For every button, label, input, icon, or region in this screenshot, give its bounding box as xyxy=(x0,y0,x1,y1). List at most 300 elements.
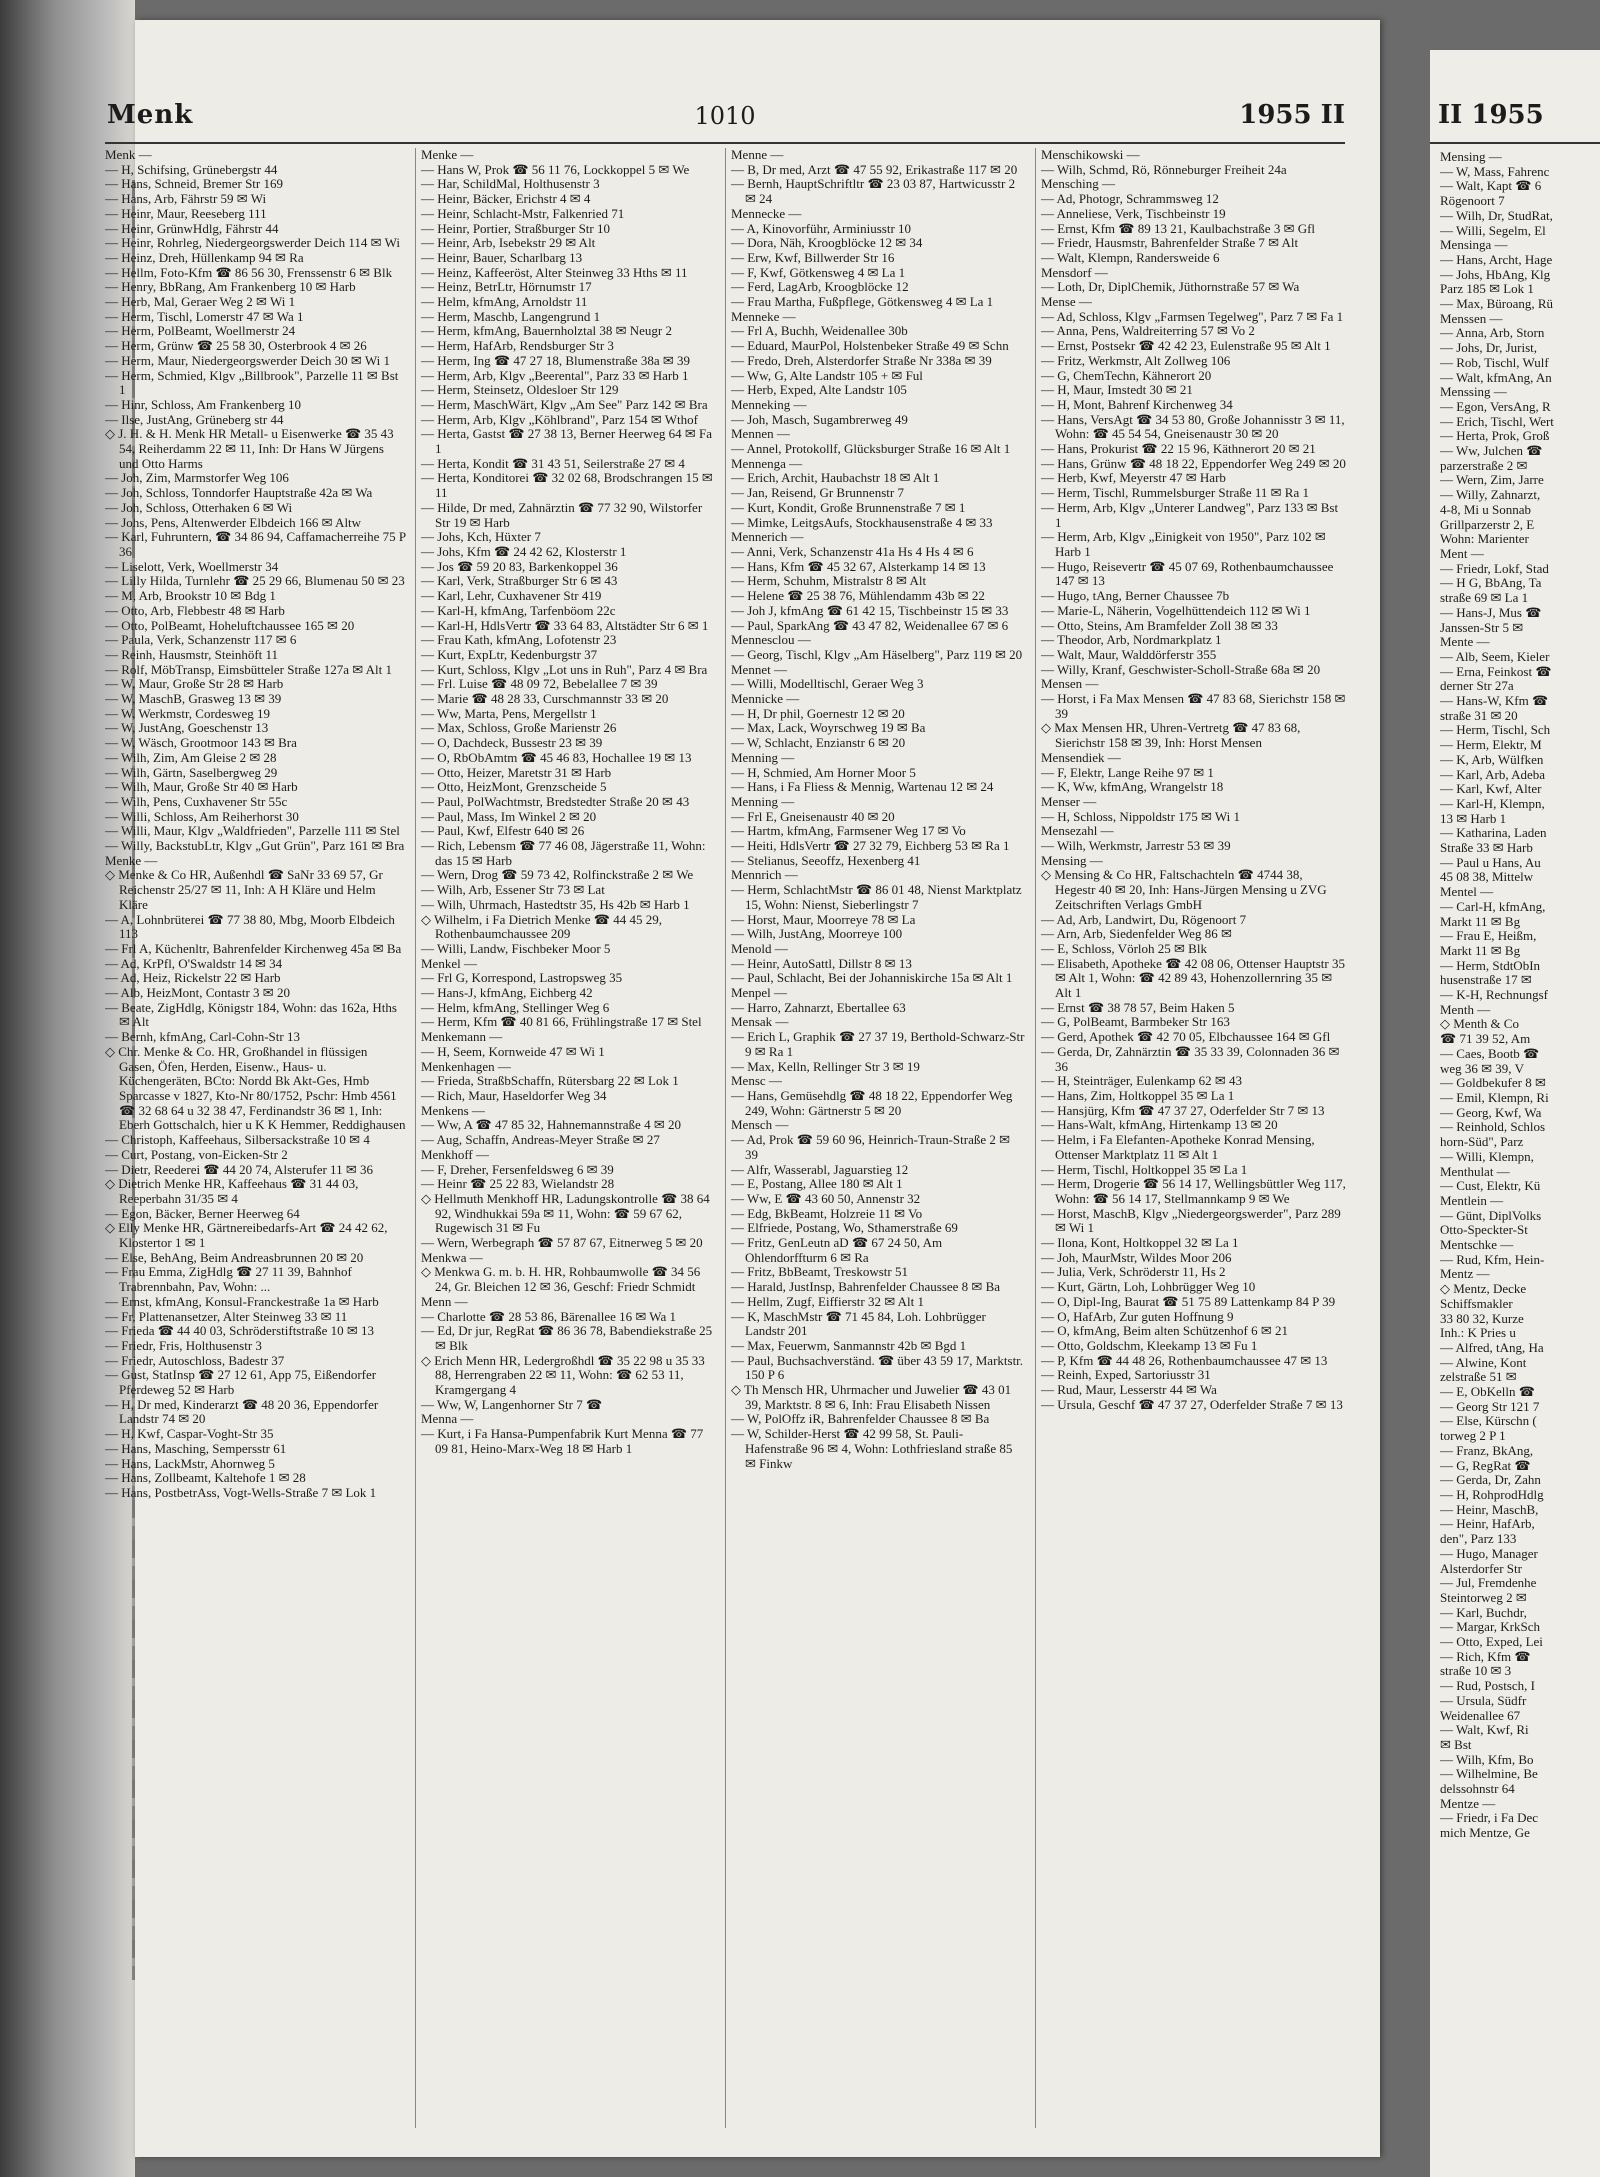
directory-entry: — Hugo, tAng, Berner Chaussee 7b xyxy=(1041,588,1230,604)
directory-entry: ◇ Erich Menn HR, Ledergroßhdl ☎ 35 22 98 u 35 33 88, Herrengraben 22 ✉ 11, Wohn: ☎ 62 53 11, Kramgergang 4 xyxy=(421,1352,705,1398)
directory-entry: — Herm, HafArb, Rendsburger Str 3 xyxy=(421,338,614,354)
directory-entry: — Bernh, kfmAng, Carl-Cohn-Str 13 xyxy=(105,1029,300,1045)
directory-entry: — Max, Lack, Woyrschweg 19 ✉ Ba xyxy=(731,720,926,736)
directory-entry: — Paul, Schlacht, Bei der Johanniskirche 15a ✉ Alt 1 xyxy=(731,970,1013,986)
next-page-line: — Hugo, Manager xyxy=(1440,1545,1538,1561)
directory-entry: — Fr, Plattenansetzer, Alter Steinweg 33 ✉ 11 xyxy=(105,1308,348,1324)
next-page-line: — Goldbekufer 8 ✉ xyxy=(1440,1075,1546,1091)
directory-entry: — Joh J, kfmAng ☎ 61 42 15, Tischbeinstr 15 ✉ 33 xyxy=(731,602,1009,618)
directory-entry: — Wilh, Gärtn, Saselbergweg 29 xyxy=(105,764,278,780)
next-page-line: — Willi, Klempn, xyxy=(1440,1148,1534,1164)
next-page-line: — Wilhelmine, Be xyxy=(1440,1766,1538,1782)
directory-entry: — Marie-L, Näherin, Vogelhüttendeich 112 ✉ Wi 1 xyxy=(1041,602,1311,618)
directory-entry: — Ernst, Kfm ☎ 89 13 21, Kaulbachstraße 3 ✉ Gfl xyxy=(1041,220,1316,236)
next-page-line: — H G, BbAng, Ta xyxy=(1440,575,1542,591)
directory-entry: — Wilh, JustAng, Moorreye 100 xyxy=(731,926,903,942)
next-page-line: straße 10 ✉ 3 xyxy=(1440,1663,1512,1679)
directory-entry: — Herm, Tischl, Lomerstr 47 ✉ Wa 1 xyxy=(105,308,304,324)
directory-entry: — Ad, Prok ☎ 59 60 96, Heinrich-Traun-Straße 2 ✉ 39 xyxy=(731,1132,1010,1162)
directory-entry: — W, MaschB, Grasweg 13 ✉ 39 xyxy=(105,691,282,707)
directory-entry: Menser — xyxy=(1041,793,1097,809)
directory-entry: — Otto, Arb, Flebbestr 48 ✉ Harb xyxy=(105,602,285,618)
next-page-line: — Caes, Bootb ☎ xyxy=(1440,1045,1540,1061)
next-page-line: Janssen-Str 5 ✉ xyxy=(1440,619,1524,635)
directory-entry: — H, Schmied, Am Horner Moor 5 xyxy=(731,764,916,780)
directory-entry: — Reinh, Exped, Sartoriusstr 31 xyxy=(1041,1367,1211,1383)
directory-entry: — Herm, Arb, Klgv „Unterer Landweg", Parz 133 ✉ Bst 1 xyxy=(1041,499,1339,530)
directory-entry: — Hans, Zollbeamt, Kaltehofe 1 ✉ 28 xyxy=(105,1470,306,1486)
next-page-line: Alsterdorfer Str xyxy=(1440,1560,1522,1576)
directory-entry: — H, Maur, Imstedt 30 ✉ 21 xyxy=(1041,382,1193,398)
directory-entry: — Hansjürg, Kfm ☎ 47 37 27, Oderfelder Str 7 ✉ 13 xyxy=(1041,1102,1325,1118)
directory-entry: — M, Arb, Brookstr 10 ✉ Bdg 1 xyxy=(105,588,276,604)
directory-entry: — H, Dr med, Kinderarzt ☎ 48 20 36, Eppendorfer Landstr 74 ✉ 20 xyxy=(105,1396,379,1427)
directory-entry: — Mimke, LeitgsAufs, Stockhausenstraße 4 ✉ 33 xyxy=(731,514,993,530)
directory-entry: — Alb, HeizMont, Contastr 3 ✉ 20 xyxy=(105,985,290,1001)
directory-entry: — Gerd, Apothek ☎ 42 70 05, Elbchaussee 164 ✉ Gfl xyxy=(1041,1029,1331,1045)
directory-entry: — Kurt, i Fa Hansa-Pumpenfabrik Kurt Menna ☎ 77 09 81, Heino-Marx-Weg 18 ✉ Harb 1 xyxy=(421,1426,704,1456)
directory-entry: — Ww, W, Langenhorner Str 7 ☎ xyxy=(421,1396,603,1412)
next-page-line: — Hans-W, Kfm ☎ xyxy=(1440,693,1549,709)
directory-entry: — Karl-H, HdlsVertr ☎ 33 64 83, Altstädter Str 6 ✉ 1 xyxy=(421,617,709,633)
next-page-line: — Jul, Fremdenhe xyxy=(1440,1575,1537,1591)
directory-entry: — Rich, Maur, Haseldorfer Weg 34 xyxy=(421,1088,607,1103)
directory-entry: — Herm, Maschb, Langengrund 1 xyxy=(421,308,601,324)
directory-entry: — Hans W, Prok ☎ 56 11 76, Lockkoppel 5 ✉ We xyxy=(421,161,690,177)
directory-entry: — Ilona, Kont, Holtkoppel 32 ✉ La 1 xyxy=(1041,1235,1239,1251)
directory-entry: — Loth, Dr, DiplChemik, Jüthornstraße 57 ✉ Wa xyxy=(1041,279,1300,295)
directory-entry: — H, Mont, Bahrenf Kirchenweg 34 xyxy=(1041,396,1233,412)
next-page-line: — H, RohprodHdlg xyxy=(1440,1486,1544,1502)
next-page-line: — Johs, HbAng, Klg xyxy=(1440,266,1551,282)
directory-entry: — Hans, Grünw ☎ 48 18 22, Eppendorfer Weg 249 ✉ 20 xyxy=(1041,455,1346,471)
next-page-line: — Erich, Tischl, Wert xyxy=(1440,413,1554,429)
next-page-line: — Hans-J, Mus ☎ xyxy=(1440,604,1542,620)
directory-entry: — Bernh, HauptSchriftltr ☎ 23 03 87, Hartwicusstr 2 ✉ 24 xyxy=(731,176,1016,207)
directory-entry: — Heinz, Dreh, Hüllenkamp 94 ✉ Ra xyxy=(105,249,304,265)
directory-entry: — Herm, Arb, Klgv „Beerental", Parz 33 ✉ Harb 1 xyxy=(421,367,689,383)
directory-entry: — Herm, Schmied, Klgv „Billbrook", Parzelle 11 ✉ Bst 1 xyxy=(105,367,399,398)
directory-entry: — Johs, Kch, Hüxter 7 xyxy=(421,529,541,545)
directory-entry: — K, MaschMstr ☎ 71 45 84, Loh. Lohbrügger Landstr 201 xyxy=(731,1308,986,1339)
directory-entry: — Herm, Arb, Klgv „Köhlbrand", Parz 154 ✉ Wthof xyxy=(421,411,698,427)
next-page-line: weg 36 ✉ 39, V xyxy=(1440,1060,1524,1076)
directory-entry: — Hans, Prokurist ☎ 22 15 96, Käthnerort 20 ✉ 21 xyxy=(1041,441,1316,457)
directory-entry: — Ad, Schloss, Klgv „Farmsen Tegelweg", Parz 7 ✉ Fa 1 xyxy=(1041,308,1344,324)
directory-entry: — W, Maur, Große Str 28 ✉ Harb xyxy=(105,676,284,692)
directory-entry: — Wilh, Schmd, Rö, Rönneburger Freiheit 24a xyxy=(1041,161,1287,177)
directory-entry: — O, kfmAng, Beim alten Schützenhof 6 ✉ 21 xyxy=(1041,1323,1289,1339)
directory-entry: — Heinz, BetrLtr, Hörnumstr 17 xyxy=(421,279,592,295)
next-page-line: — Karl, Arb, Adeba xyxy=(1440,766,1546,782)
directory-entry: Menning — xyxy=(731,793,795,809)
directory-entry: Mensendiek — xyxy=(1041,749,1121,765)
directory-entry: Menke — xyxy=(105,852,158,868)
next-page-line: — Rob, Tischl, Wulf xyxy=(1440,354,1549,370)
next-page-line: — Heinr, MaschB, xyxy=(1440,1501,1539,1517)
next-page-line: 45 08 38, Mittelw xyxy=(1440,869,1534,885)
directory-entry: — F, Dreher, Fersenfeldsweg 6 ✉ 39 xyxy=(421,1161,614,1177)
directory-entry: — Karl, Fuhruntern, ☎ 34 86 94, Caffamacherreihe 75 P 36 xyxy=(105,529,406,559)
next-page-line: Markt 11 ✉ Bg xyxy=(1440,913,1521,929)
directory-entry: — Har, SchildMal, Holthusenstr 3 xyxy=(421,176,600,192)
directory-entry: ◇ Hellmuth Menkhoff HR, Ladungskontrolle ☎ 38 64 92, Windhukkai 59a ✉ 11, Wohn: ☎ 59 67 62, Rugewisch 31 ✉ Fu xyxy=(421,1190,710,1236)
directory-entry: Menna — xyxy=(421,1411,474,1427)
directory-entry: Menneking — xyxy=(731,396,807,412)
directory-entry: — Ernst, kfmAng, Konsul-Franckestraße 1a ✉ Harb xyxy=(105,1293,379,1309)
directory-entry: — W, Wäsch, Grootmoor 143 ✉ Bra xyxy=(105,735,297,751)
directory-entry: — Anna, Pens, Waldreiterring 57 ✉ Vo 2 xyxy=(1041,323,1255,339)
directory-entry: — Fredo, Dreh, Alsterdorfer Straße Nr 338a ✉ 39 xyxy=(731,352,992,368)
directory-entry: — Friedr, Fris, Holthusenstr 3 xyxy=(105,1337,262,1353)
directory-entry: — Herm, PolBeamt, Woellmerstr 24 xyxy=(105,323,296,339)
next-page-line: — Karl, Buchdr, xyxy=(1440,1604,1527,1620)
directory-entry: Menkwa — xyxy=(421,1249,483,1265)
directory-entry: — Fritz, Werkmstr, Alt Zollweg 106 xyxy=(1041,352,1231,368)
directory-entry: — W, JustAng, Goeschenstr 13 xyxy=(105,720,269,736)
next-page-line: Weidenallee 67 xyxy=(1440,1707,1521,1723)
directory-entry: — Herm, Grünw ☎ 25 58 30, Osterbrook 4 ✉ 26 xyxy=(105,338,367,354)
page-number: 1010 xyxy=(694,102,756,130)
directory-entry: ◇ Wilhelm, i Fa Dietrich Menke ☎ 44 45 29, Rothenbaumchaussee 209 xyxy=(421,911,662,942)
directory-entry: — Herm, SchlachtMstr ☎ 86 01 48, Nienst Marktplatz 15, Wohn: Nienst, Sieberlingstr 7 xyxy=(731,882,1022,912)
next-page-line: — Walt, Kwf, Ri xyxy=(1440,1722,1529,1738)
directory-entry: — Hinr, Schloss, Am Frankenberg 10 xyxy=(105,396,302,412)
directory-entry: Menke — xyxy=(421,148,474,162)
directory-entry: — Georg, Tischl, Klgv „Am Häselberg", Parz 119 ✉ 20 xyxy=(731,646,1023,662)
directory-entry: — Friedr, Autoschloss, Badestr 37 xyxy=(105,1352,285,1368)
next-page-line: — W, Mass, Fahrenc xyxy=(1440,163,1550,179)
directory-entry: Mensdorf — xyxy=(1041,264,1108,280)
directory-entry: — Frau Emma, ZigHdlg ☎ 27 11 39, Bahnhof Trabrennbahn, Pav, Wohn: ... xyxy=(105,1264,352,1295)
directory-entry: — Jan, Reisend, Gr Brunnenstr 7 xyxy=(731,485,904,501)
next-page-line: — Wilh, Dr, StudRat, xyxy=(1440,207,1553,223)
directory-entry: — Hans-Walt, kfmAng, Hirtenkamp 13 ✉ 20 xyxy=(1041,1117,1278,1133)
next-page-line: — Herm, Elektr, M xyxy=(1440,737,1542,753)
directory-entry: Mensezahl — xyxy=(1041,823,1114,839)
directory-entry: Menn — xyxy=(421,1293,468,1309)
directory-entry: — F, Kwf, Götkensweg 4 ✉ La 1 xyxy=(731,264,906,280)
directory-entry: — Hans, LackMstr, Ahornweg 5 xyxy=(105,1455,275,1471)
next-page-line: torweg 2 P 1 xyxy=(1440,1428,1506,1444)
directory-entry: — W, Schlacht, Enzianstr 6 ✉ 20 xyxy=(731,735,906,751)
next-page-line: Straße 33 ✉ Harb xyxy=(1440,840,1533,856)
next-page-line: 33 80 32, Kurze xyxy=(1440,1310,1524,1326)
directory-entry: — Otto, PolBeamt, Hoheluftchaussee 165 ✉ 20 xyxy=(105,617,355,633)
directory-entry: — Joh, Schloss, Otterhaken 6 ✉ Wi xyxy=(105,499,293,515)
next-page-line: — Johs, Dr, Jurist, xyxy=(1440,340,1537,356)
directory-entry: — Max, Schloss, Große Marienstr 26 xyxy=(421,720,617,736)
directory-entry: — Rich, Lebensm ☎ 77 46 08, Jägerstraße 11, Wohn: das 15 ✉ Harb xyxy=(421,838,706,868)
next-page-line: Grillparzerstr 2, E xyxy=(1440,516,1535,532)
directory-entry: — Paul, PolWachtmstr, Bredstedter Straße 20 ✉ 43 xyxy=(421,793,690,809)
next-page-line: straße 69 ✉ La 1 xyxy=(1440,590,1529,606)
directory-entry: — Max, Kelln, Rellinger Str 3 ✉ 19 xyxy=(731,1058,920,1074)
directory-entry: — Herm, Tischl, Rummelsburger Straße 11 ✉ Ra 1 xyxy=(1041,485,1309,501)
directory-entry: — Paul, Mass, Im Winkel 2 ✉ 20 xyxy=(421,808,597,824)
next-page-line: — Margar, KrkSch xyxy=(1440,1619,1540,1635)
directory-entry: — Herm, Steinsetz, Oldesloer Str 129 xyxy=(421,382,619,398)
next-page-line: Ment — xyxy=(1440,545,1484,561)
directory-entry: — Wilh, Werkmstr, Jarrestr 53 ✉ 39 xyxy=(1041,838,1231,854)
next-page-line: — Wilh, Kfm, Bo xyxy=(1440,1751,1534,1767)
directory-entry: — Helm, i Fa Elefanten-Apotheke Konrad Mensing, Ottenser Marktplatz 11 ✉ Alt 1 xyxy=(1041,1132,1315,1162)
directory-entry: — Ww, A ☎ 47 85 32, Hahnemannstraße 4 ✉ 20 xyxy=(421,1117,681,1133)
directory-entry: — Frl. Luise ☎ 48 09 72, Bebelallee 7 ✉ 39 xyxy=(421,676,658,692)
next-page-line: — Katharina, Laden xyxy=(1440,825,1547,841)
next-page-line: Mensing — xyxy=(1440,150,1502,164)
directory-entry: — Wern, Drog ☎ 59 73 42, Rolfinckstraße 2 ✉ We xyxy=(421,867,694,883)
next-page-line: — Otto, Exped, Lei xyxy=(1440,1634,1543,1650)
directory-entry: ◇ Max Mensen HR, Uhren-Vertretg ☎ 47 83 68, Sierichstr 158 ✉ 39, Inh: Horst Mensen xyxy=(1041,720,1301,751)
directory-entry: — W, Werkmstr, Cordesweg 19 xyxy=(105,705,271,721)
directory-entry: — Anneliese, Verk, Tischbeinstr 19 xyxy=(1041,205,1226,221)
directory-entry: — Heinr, GrünwHdlg, Fährstr 44 xyxy=(105,220,279,236)
next-page-line: zelstraße 51 ✉ xyxy=(1440,1369,1517,1385)
next-page-line: — Walt, Kapt ☎ 6 xyxy=(1440,178,1542,194)
directory-entry: Menkenhagen — xyxy=(421,1058,511,1074)
directory-entry: — Dora, Näh, Kroogblöcke 12 ✉ 34 xyxy=(731,235,923,251)
next-page-line: Parz 185 ✉ Lok 1 xyxy=(1440,281,1534,297)
next-page-line: — Emil, Klempn, Ri xyxy=(1440,1090,1549,1105)
directory-entry: — Willi, Schloss, Am Reiherhorst 30 xyxy=(105,808,299,824)
page-header xyxy=(105,100,1345,144)
next-page-line: — Georg Str 121 7 xyxy=(1440,1398,1540,1414)
directory-entry: — Hellm, Zugf, Eiffierstr 32 ✉ Alt 1 xyxy=(731,1293,924,1309)
next-page-line: — Karl, Kwf, Alter xyxy=(1440,781,1542,797)
directory-entry: — Frau Martha, Fußpflege, Götkensweg 4 ✉ La 1 xyxy=(731,294,994,310)
directory-entry: — Heinr ☎ 25 22 83, Wielandstr 28 xyxy=(421,1176,615,1192)
directory-entry: — Friedr, Hausmstr, Bahrenfelder Straße 7 ✉ Alt xyxy=(1041,235,1299,251)
directory-entry: Mennrich — xyxy=(731,867,798,883)
directory-entry: — Hans, Kfm ☎ 45 32 67, Alsterkamp 14 ✉ 13 xyxy=(731,558,986,574)
next-page-line: — Ww, Julchen ☎ xyxy=(1440,443,1543,459)
next-page-line: — Wern, Zim, Jarre xyxy=(1440,472,1544,488)
next-page-line: — Erna, Feinkost ☎ xyxy=(1440,663,1552,679)
directory-entry: Menkemann — xyxy=(421,1029,503,1045)
directory-entry: — Helm, kfmAng, Stellinger Weg 6 xyxy=(421,999,610,1015)
directory-entry: — A, Lohnbrüterei ☎ 77 38 80, Mbg, Moorb Elbdeich 113 xyxy=(105,911,395,942)
directory-entry: — Ernst ☎ 38 78 57, Beim Haken 5 xyxy=(1041,999,1235,1015)
directory-entry: — Herm, Drogerie ☎ 56 14 17, Wellingsbüttler Weg 117, Wohn: ☎ 56 14 17, Stellmannkamp 9 ✉ We xyxy=(1041,1176,1346,1206)
directory-entry: Mensen — xyxy=(1041,676,1099,692)
next-page-line: Mentschke — xyxy=(1440,1237,1514,1253)
next-page-line: Menth — xyxy=(1440,1001,1491,1017)
next-page-line: — Willy, Zahnarzt, xyxy=(1440,487,1541,503)
directory-entry: — Willy, BackstubLtr, Klgv „Gut Grün", Parz 161 ✉ Bra xyxy=(105,838,405,854)
next-page-header: II 1955 xyxy=(1438,100,1544,130)
directory-entry: Mensching — xyxy=(1041,176,1116,192)
directory-entry: — Ad, Heiz, Rickelstr 22 ✉ Harb xyxy=(105,970,281,986)
directory-entry: — Joh, Schloss, Tonndorfer Hauptstraße 42a ✉ Wa xyxy=(105,485,373,501)
directory-entry: Mennenga — xyxy=(731,455,803,471)
directory-entry: — Reinh, Hausmstr, Steinhöft 11 xyxy=(105,646,279,662)
directory-entry: — Erw, Kwf, Billwerder Str 16 xyxy=(731,249,895,265)
directory-entry: — Harald, JustInsp, Bahrenfelder Chaussee 8 ✉ Ba xyxy=(731,1279,1001,1295)
directory-entry: — Otto, HeizMont, Grenzscheide 5 xyxy=(421,779,607,795)
directory-entry: — K, Ww, kfmAng, Wrangelstr 18 xyxy=(1041,779,1224,795)
directory-entry: — Elfriede, Postang, Wo, Sthamerstraße 69 xyxy=(731,1220,958,1236)
directory-entry: — Helm, kfmAng, Arnoldstr 11 xyxy=(421,294,588,310)
directory-entry: Menk — xyxy=(105,148,152,162)
directory-entry: — Willi, Maur, Klgv „Waldfrieden", Parzelle 111 ✉ Stel xyxy=(105,823,400,839)
next-page-line: — Cust, Elektr, Kü xyxy=(1440,1178,1541,1194)
directory-entry: — Else, BehAng, Beim Andreasbrunnen 20 ✉ 20 xyxy=(105,1249,364,1265)
directory-entry: — Herm, Tischl, Holtkoppel 35 ✉ La 1 xyxy=(1041,1161,1248,1177)
directory-entry: — Frl A, Buchh, Weidenallee 30b xyxy=(731,323,908,339)
next-page-line: husenstraße 17 ✉ xyxy=(1440,972,1532,988)
directory-entry: — B, Dr med, Arzt ☎ 47 55 92, Erikastraße 117 ✉ 20 xyxy=(731,161,1018,177)
directory-entry: — Ad, Arb, Landwirt, Du, Rögenoort 7 xyxy=(1041,911,1247,927)
directory-entry: — Liselott, Verk, Woellmerstr 34 xyxy=(105,558,279,574)
directory-entry: — Heinr, Bauer, Scharlbarg 13 xyxy=(421,249,583,265)
directory-entry: — Joh, MaurMstr, Wildes Moor 206 xyxy=(1041,1249,1232,1265)
directory-entry: — Annel, Protokollf, Glücksburger Straße 16 ✉ Alt 1 xyxy=(731,441,1011,457)
directory-entry: — E, Schloss, Vörloh 25 ✉ Blk xyxy=(1041,940,1207,956)
next-page-rule xyxy=(1430,142,1600,144)
directory-entry: — Hilde, Dr med, Zahnärztin ☎ 77 32 90, Wilstorfer Str 19 ✉ Harb xyxy=(421,499,703,530)
directory-entry: — Frieda ☎ 44 40 03, Schröderstiftstraße 10 ✉ 13 xyxy=(105,1323,374,1339)
directory-entry: — Joh, Masch, Sugambrerweg 49 xyxy=(731,411,908,427)
directory-entry: Mensch — xyxy=(731,1117,789,1133)
directory-entry: Menold — xyxy=(731,940,788,956)
next-page-line: — G, RegRat ☎ xyxy=(1440,1457,1531,1473)
directory-entry: — Herm, MaschWärt, Klgv „Am See" Parz 142 ✉ Bra xyxy=(421,396,708,412)
directory-entry: — Karl, Verk, Straßburger Str 6 ✉ 43 xyxy=(421,573,618,589)
next-page-line: Steintorweg 2 ✉ xyxy=(1440,1589,1527,1605)
directory-entry: — H, Schifsing, Grünebergstr 44 xyxy=(105,161,278,177)
directory-entry: — Helene ☎ 25 38 76, Mühlendamm 43b ✉ 22 xyxy=(731,588,985,604)
directory-entry: — Ursula, Geschf ☎ 47 37 27, Oderfelder Straße 7 ✉ 13 xyxy=(1041,1396,1343,1412)
directory-entry: — Ww, G, Alte Landstr 105 + ✉ Ful xyxy=(731,367,923,383)
directory-entry: — Kurt, Schloss, Klgv „Lot uns in Ruh", Parz 4 ✉ Bra xyxy=(421,661,708,677)
directory-entry: — Paul, Buchsachverständ. ☎ über 43 59 17, Marktstr. 150 P 6 xyxy=(731,1352,1024,1383)
directory-entry: — Heinr, Schlacht-Mstr, Falkenried 71 xyxy=(421,205,625,221)
directory-entry: — Herta, Konditorei ☎ 32 02 68, Brodschrangen 15 ✉ 11 xyxy=(421,470,713,501)
next-page-line: ☎ 71 39 52, Am xyxy=(1440,1031,1531,1047)
directory-entry: — Horst, MaschB, Klgv „Niedergeorgswerder", Parz 289 ✉ Wi 1 xyxy=(1041,1205,1341,1236)
directory-entry: — Ww, Marta, Pens, Mergellstr 1 xyxy=(421,705,597,721)
next-page-line: derner Str 27a xyxy=(1440,678,1514,694)
directory-entry: — Heinr, Bäcker, Erichstr 4 ✉ 4 xyxy=(421,191,591,207)
next-page-line: Inh.: K Pries u xyxy=(1440,1325,1516,1341)
directory-entry: — Johs, Kfm ☎ 24 42 62, Klosterstr 1 xyxy=(421,543,627,559)
next-page-line: Mentel — xyxy=(1440,884,1494,900)
directory-entry: Mennesclou — xyxy=(731,632,811,648)
directory-entry: — Curt, Postang, von-Eicken-Str 2 xyxy=(105,1146,288,1162)
directory-entry: — Herm, Maur, Niedergeorgswerder Deich 30 ✉ Wi 1 xyxy=(105,352,390,368)
directory-entry: — Kurt, Kondit, Große Brunnenstraße 7 ✉ 1 xyxy=(731,499,966,515)
directory-entry: — Stelianus, Seeoffz, Hexenberg 41 xyxy=(731,852,921,868)
next-page-line: — Carl-H, kfmAng, xyxy=(1440,898,1546,914)
directory-entry: — H, Seem, Kornweide 47 ✉ Wi 1 xyxy=(421,1043,605,1059)
directory-entry: — Wilh, Pens, Cuxhavener Str 55c xyxy=(105,793,288,809)
directory-entry: — Hans, Zim, Holtkoppel 35 ✉ La 1 xyxy=(1041,1088,1235,1103)
directory-entry: — Herb, Mal, Geraer Weg 2 ✉ Wi 1 xyxy=(105,294,296,310)
directory-entry: — Beate, ZigHdlg, Königstr 184, Wohn: das 162a, Hths ✉ Alt xyxy=(105,999,397,1030)
directory-entry: Mennecke — xyxy=(731,205,802,221)
next-page-line: — Anna, Arb, Storn xyxy=(1440,325,1545,341)
next-page-line: Mentz — xyxy=(1440,1266,1490,1282)
directory-entry: — Lilly Hilda, Turnlehr ☎ 25 29 66, Blumenau 50 ✉ 23 xyxy=(105,573,405,589)
directory-entry: — A, Kinovorführ, Arminiusstr 10 xyxy=(731,220,912,236)
next-page-line: Menssing — xyxy=(1440,384,1507,400)
directory-entry: — Herm, Kfm ☎ 40 81 66, Frühlingstraße 17 ✉ Stel xyxy=(421,1014,702,1030)
next-page-edge xyxy=(1430,50,1600,2177)
directory-entry: — H, Steinträger, Eulenkamp 62 ✉ 43 xyxy=(1041,1073,1242,1089)
directory-entry: Menne — xyxy=(731,148,784,162)
directory-entry: — H, Kwf, Caspar-Voght-Str 35 xyxy=(105,1426,274,1442)
directory-entry: — Gerda, Dr, Zahnärztin ☎ 35 33 39, Colonnaden 36 ✉ 36 xyxy=(1041,1043,1340,1074)
directory-entry: — Theodor, Arb, Nordmarkplatz 1 xyxy=(1041,632,1222,648)
directory-entry: — Horst, i Fa Max Mensen ☎ 47 83 68, Sierichstr 158 ✉ 39 xyxy=(1041,691,1346,721)
directory-entry: — Erich, Archit, Haubachstr 18 ✉ Alt 1 xyxy=(731,470,940,486)
directory-entry: — Ad, Photogr, Schrammsweg 12 xyxy=(1041,191,1219,207)
directory-entry: — Heinr, Rohrleg, Niedergeorgswerder Deich 114 ✉ Wi xyxy=(105,235,400,251)
directory-entry: Menschikowski — xyxy=(1041,148,1140,162)
next-page-line: — Walt, kfmAng, An xyxy=(1440,369,1552,385)
directory-entry: — Hugo, Reisevertr ☎ 45 07 69, Rothenbaumchaussee 147 ✉ 13 xyxy=(1041,558,1334,589)
directory-entry: — Herm, kfmAng, Bauernholztal 38 ✉ Neugr 2 xyxy=(421,323,672,339)
next-page-line: 13 ✉ Harb 1 xyxy=(1440,810,1507,826)
next-page-line: Mentlein — xyxy=(1440,1192,1504,1208)
running-head-year: 1955 II xyxy=(1239,100,1345,130)
directory-entry: — Frl E, Gneisenaustr 40 ✉ 20 xyxy=(731,808,895,824)
directory-entry: — Herm, Schuhm, Mistralstr 8 ✉ Alt xyxy=(731,573,927,589)
next-page-line: — K, Arb, Wülfken xyxy=(1440,751,1544,767)
next-page-line: Mente — xyxy=(1440,634,1490,650)
directory-entry: — W, PolOffz iR, Bahrenfelder Chaussee 8 ✉ Ba xyxy=(731,1411,990,1427)
next-page-line: — Frau E, Heißm, xyxy=(1440,928,1537,944)
running-head-name: Menk xyxy=(107,100,194,130)
directory-entry: — G, ChemTechn, Kähnerort 20 xyxy=(1041,367,1212,383)
directory-entry: — Ed, Dr jur, RegRat ☎ 86 36 78, Babendiekstraße 25 ✉ Blk xyxy=(421,1323,713,1353)
directory-entry: — Paul, Kwf, Elfestr 640 ✉ 26 xyxy=(421,823,585,839)
directory-entry: — Herta, Kondit ☎ 31 43 51, Seilerstraße 27 ✉ 4 xyxy=(421,455,685,471)
directory-entry: — Fritz, BbBeamt, Treskowstr 51 xyxy=(731,1264,908,1280)
directory-entry: Menning — xyxy=(731,749,795,765)
next-page-line: — Max, Büroang, Rü xyxy=(1440,296,1554,312)
directory-entry: — Herm, Ing ☎ 47 27 18, Blumenstraße 38a ✉ 39 xyxy=(421,352,690,368)
directory-entry: — Ferd, LagArb, Kroogblöcke 12 xyxy=(731,279,909,295)
directory-entry: Menkhoff — xyxy=(421,1146,490,1162)
directory-entry: — P, Kfm ☎ 44 48 26, Rothenbaumchaussee 47 ✉ 13 xyxy=(1041,1352,1328,1368)
directory-entry: — Frau Kath, kfmAng, Lofotenstr 23 xyxy=(421,632,617,648)
next-page-line: Otto-Speckter-St xyxy=(1440,1222,1528,1238)
next-page-line: straße 31 ✉ 20 xyxy=(1440,707,1518,723)
directory-entry: — Kurt, Gärtn, Loh, Lohbrügger Weg 10 xyxy=(1041,1279,1256,1295)
next-page-line: — Franz, BkAng, xyxy=(1440,1442,1534,1458)
directory-entry: — Karl, Lehr, Cuxhavener Str 419 xyxy=(421,588,602,604)
directory-entry: Mennerich — xyxy=(731,529,804,545)
next-page-line: — Günt, DiplVolks xyxy=(1440,1207,1542,1223)
directory-entry: — Eduard, MaurPol, Holstenbeker Straße 49 ✉ Schn xyxy=(731,338,1009,354)
directory-entry: — Herm, Arb, Klgv „Einigkeit von 1950", Parz 102 ✉ Harb 1 xyxy=(1041,529,1326,559)
next-page-line: — Georg, Kwf, Wa xyxy=(1440,1104,1542,1120)
directory-entry: — Walt, Klempn, Randersweide 6 xyxy=(1041,249,1220,265)
directory-entry: — Johs, Pens, Altenwerder Elbdeich 166 ✉ Altw xyxy=(105,514,362,530)
directory-entry: — O, Dipl-Ing, Baurat ☎ 51 75 89 Lattenkamp 84 P 39 xyxy=(1041,1293,1336,1309)
next-page-line: — Friedr, i Fa Dec xyxy=(1440,1810,1539,1826)
next-page-line: — Friedr, Lokf, Stad xyxy=(1440,560,1549,576)
directory-entry: — Hans, Arb, Fährstr 59 ✉ Wi xyxy=(105,191,267,207)
directory-entry: ◇ Menke & Co HR, Außenhdl ☎ SaNr 33 69 57, Gr Reichenstr 25/27 ✉ 11, Inh: A H Kläre und Helm Kläre xyxy=(105,867,383,912)
next-page-line: Menthulat — xyxy=(1440,1163,1510,1179)
next-page-line: Menssen — xyxy=(1440,310,1503,326)
column-2 xyxy=(415,148,720,2128)
directory-entry: — Otto, Steins, Am Bramfelder Zoll 38 ✉ 33 xyxy=(1041,617,1278,633)
next-page-line: — Alb, Seem, Kieler xyxy=(1440,648,1550,664)
